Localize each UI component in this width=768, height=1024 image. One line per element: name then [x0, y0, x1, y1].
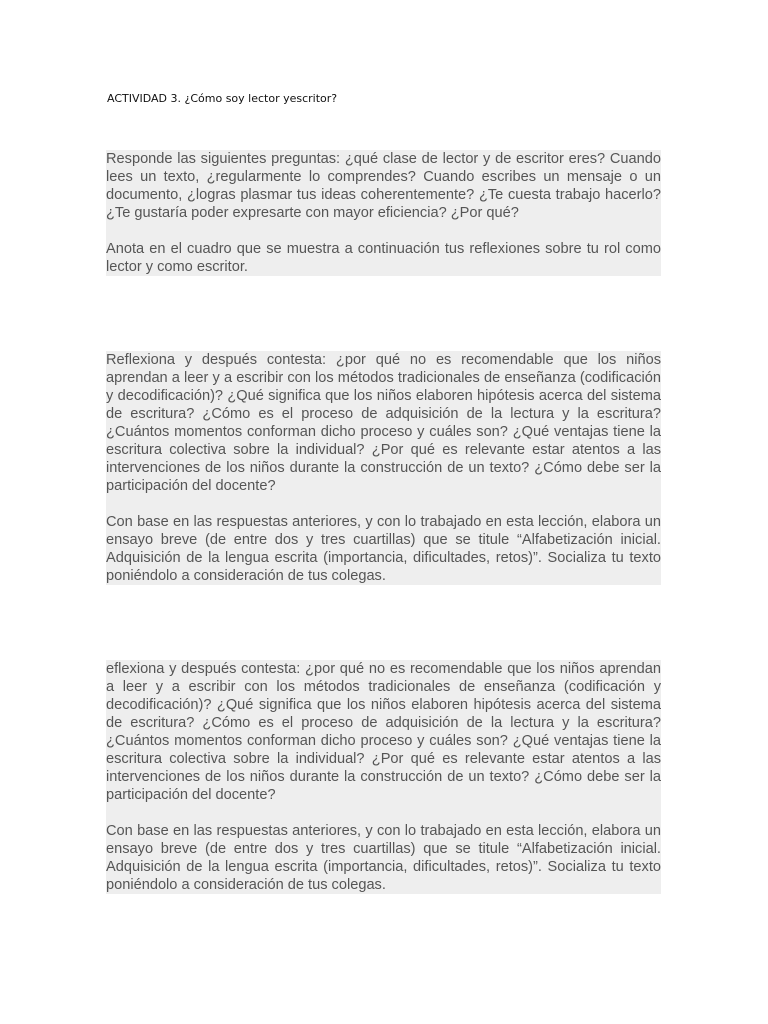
instruction-paragraph: Reflexiona y después contesta: ¿por qué no es recomendable que los niños aprendan a leer y a escribir con los métodos tradicionales de enseñanza (codificación y decodificación)? ¿Qué significa que los niños elaboren hipótesis acerca del sistema de escritura? ¿Cómo es el proceso de adquisición de la lectura y la escritura? ¿Cuántos momentos conforman dicho proceso y cuáles son? ¿Qué ventajas tiene la escritura colectiva sobre la individual? ¿Por qué es relevante estar atentos a las intervenciones de los niños durante la construcción de un texto? ¿Cómo debe ser la participación del docente?	[106, 352, 661, 494]
instruction-paragraph: Anota en el cuadro que se muestra a continuación tus reflexiones sobre tu rol como lector y como escritor.	[106, 241, 661, 275]
instruction-block	[106, 150, 661, 276]
instruction-paragraph: Con base en las respuestas anteriores, y con lo trabajado en esta lección, elabora un ensayo breve (de entre dos y tres cuartillas) que se titule “Alfabetización inicial. Adquisición de la lengua escrita (importancia, dificultades, retos)”. Socializa tu texto poniéndolo a consideración de tus colegas.	[106, 823, 661, 893]
instruction-block	[106, 660, 661, 894]
instruction-paragraph: eflexiona y después contesta: ¿por qué no es recomendable que los niños aprendan a leer y a escribir con los métodos tradicionales de enseñanza (codificación y decodificación)? ¿Qué significa que los niños elaboren hipótesis acerca del sistema de escritura? ¿Cómo es el proceso de adquisición de la lectura y la escritura? ¿Cuántos momentos conforman dicho proceso y cuáles son? ¿Qué ventajas tiene la escritura colectiva sobre la individual? ¿Por qué es relevante estar atentos a las intervenciones de los niños durante la construcción de un texto? ¿Cómo debe ser la participación del docente?	[106, 661, 661, 803]
instruction-paragraph: Responde las siguientes preguntas: ¿qué clase de lector y de escritor eres? Cuando lees un texto, ¿regularmente lo comprendes? Cuando escribes un mensaje o un documento, ¿logras plasmar tus ideas coherentemente? ¿Te cuesta trabajo hacerlo? ¿Te gustaría poder expresarte con mayor eficiencia? ¿Por qué?	[106, 151, 661, 221]
instruction-paragraph: Con base en las respuestas anteriores, y con lo trabajado en esta lección, elabora un ensayo breve (de entre dos y tres cuartillas) que se titule “Alfabetización inicial. Adquisición de la lengua escrita (importancia, dificultades, retos)”. Socializa tu texto poniéndolo a consideración de tus colegas.	[106, 514, 661, 584]
document-title: ACTIVIDAD 3. ¿Cómo soy lector yescritor?	[107, 92, 338, 105]
instruction-block	[106, 351, 661, 585]
